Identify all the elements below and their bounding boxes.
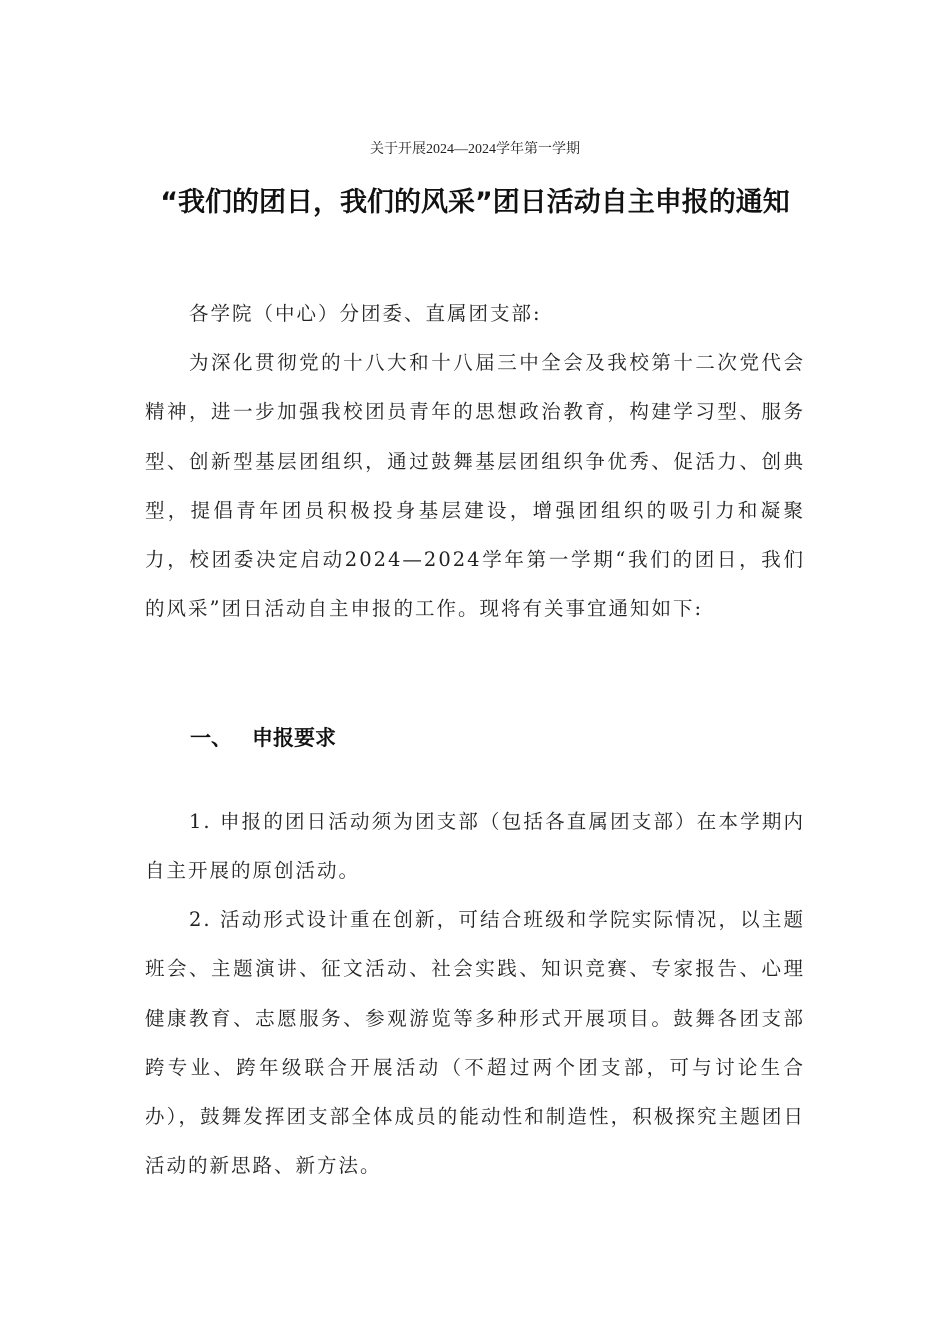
salutation-paragraph: 各学院（中心）分团委、直属团支部: (189, 302, 542, 325)
requirement-item-2: 2. 活动形式设计重在创新，可结合班级和学院实际情况，以主题班会、主题演讲、征文活动、社会实践、知识竞赛、专家报告、心理健康教育、志愿服务、参观游览等多种形式开展项目。鼓舞各团支部跨专业、跨年级联合开展活动（不超过两个团支部，可与讨论生合办），鼓舞发挥团支部全体成员的能动性和制造性，积极探究主题团日活动的新思路、新方法。 (145, 908, 805, 1178)
intro-paragraph: 为深化贯彻党的十八大和十八届三中全会及我校第十二次党代会精神，进一步加强我校团员青年的思想政治教育，构建学习型、服务型、创新型基层团组织，通过鼓舞基层团组织争优秀、促活力、创典型，提倡青年团员积极投身基层建设，增强团组织的吸引力和凝聚力，校团委决定启动2024—2024学年第一学期“我们的团日，我们的风采”团日活动自主申报的工作。现将有关事宜通知如下: (145, 351, 805, 621)
requirement-item-1: 1. 申报的团日活动须为团支部（包括各直属团支部）在本学期内自主开展的原创活动。 (145, 810, 805, 883)
section-number: 一、 (190, 726, 232, 750)
document-title: “我们的团日，我们的风采”团日活动自主申报的通知 (160, 187, 790, 218)
document-subtitle: 关于开展2024—2024学年第一学期 (370, 142, 580, 157)
section-heading (190, 720, 336, 756)
section-heading-text: 申报要求 (252, 726, 336, 750)
